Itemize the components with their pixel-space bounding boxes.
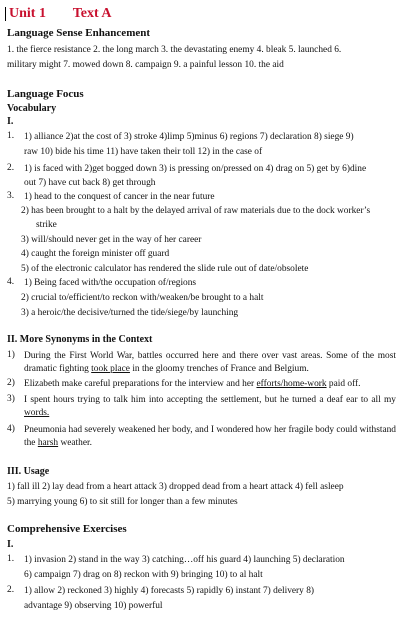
list-item-line: 2) has been brought to a halt by the delayed arrival of raw materials due to the dock worker’s [21,206,371,216]
item-number: 3) [7,394,15,404]
lse-line-1: 1. the fierce resistance 2. the long march 3. the devastating enemy 4. bleak 5. launched 6. [7,45,342,55]
underlined-phrase: words. [24,407,50,418]
lse-heading: Language Sense Enhancement [7,27,151,39]
text-label: Text A [72,6,112,21]
synonym-item: Pneumonia had severely weakened her body, and I wondered how her fragile body could withstand the harsh weather. [24,425,396,448]
list-item-line: 1) allow 2) reckoned 3) highly 4) forecasts 5) rapidly 6) instant 7) delivery 8) [24,586,315,596]
item-number: 4. [7,277,15,287]
usage-line-1: 1) fall ill 2) lay dead from a heart attack 3) dropped dead from a heart attack 4) fell asleep [7,482,344,492]
list-item-line: 6) campaign 7) drag on 8) reckon with 9) bringing 10) to al halt [24,570,263,580]
item-number: 2. [7,163,15,173]
synonyms-heading: II. More Synonyms in the Context [7,334,153,345]
list-item-line: 4) caught the foreign minister off guard [21,249,170,259]
list-item-line: 1) head to the conquest of cancer in the near future [24,192,215,202]
list-item-line: 5) of the electronic calculator has rendered the slide rule out of date/obsolete [21,264,309,274]
item-number: 4) [7,424,15,434]
list-item-line: 1) is faced with 2)get bogged down 3) is pressing on/pressed on 4) drag on 5) get by 6)dine [24,164,367,174]
item-number: 1. [7,554,15,564]
item-number: 1) [7,350,15,360]
item-number: 2) [7,378,15,388]
synonym-item: I spent hours trying to talk him into accepting the settlement, but he turned a deaf ear to all my words. [24,395,396,418]
list-item-line: 1) Being faced with/the occupation of/regions [24,278,197,288]
item-number: 1. [7,131,15,141]
list-item-line: 1) invasion 2) stand in the way 3) catching…off his guard 4) launching 5) declaration [24,555,345,565]
list-item-line: 3) will/should never get in the way of her career [21,235,202,245]
list-item-line: out 7) have cut back 8) get through [24,178,156,188]
underlined-phrase: harsh [37,437,59,448]
list-item-line: 2) crucial to/efficient/to reckon with/weaken/be brought to a halt [21,293,264,303]
vocab-roman-1: I. [7,116,14,127]
lse-line-2: military might 7. mowed down 8. campaign 9. a painful lesson 10. the aid [7,60,284,70]
vocabulary-heading: Vocabulary [7,103,57,114]
underlined-phrase: took place [91,363,130,374]
item-number: 2. [7,585,15,595]
usage-heading: III. Usage [7,466,50,477]
ce-roman-1: I. [7,539,14,550]
item-number: 3. [7,191,15,201]
text-cursor [5,7,6,21]
lf-heading: Language Focus [7,88,84,100]
synonym-item: Elizabeth make careful preparations for the interview and her efforts/home-work paid off. [24,379,361,389]
list-item-line: 3) a heroic/the decisive/turned the tide/siege/by launching [21,308,239,318]
list-item-line: strike [36,220,57,230]
underlined-phrase: efforts/home-work [256,379,327,389]
unit-title [9,6,111,22]
list-item-line: 1) alliance 2)at the cost of 3) stroke 4)limp 5)minus 6) regions 7) declaration 8) siege 9) [24,132,354,142]
synonym-item: During the First World War, battles occurred here and there over vast areas. Some of the most dramatic fighting took place in the gloomy trenches of France and Belgium. [24,351,396,374]
unit-label: Unit 1 [9,6,46,21]
list-item-line: advantage 9) observing 10) powerful [24,601,163,611]
ce-heading: Comprehensive Exercises [7,523,127,535]
list-item-line: raw 10) bide his time 11) have taken their toll 12) in the case of [24,147,263,157]
usage-line-2: 5) marrying young 6) to sit still for longer than a few minutes [7,497,238,507]
